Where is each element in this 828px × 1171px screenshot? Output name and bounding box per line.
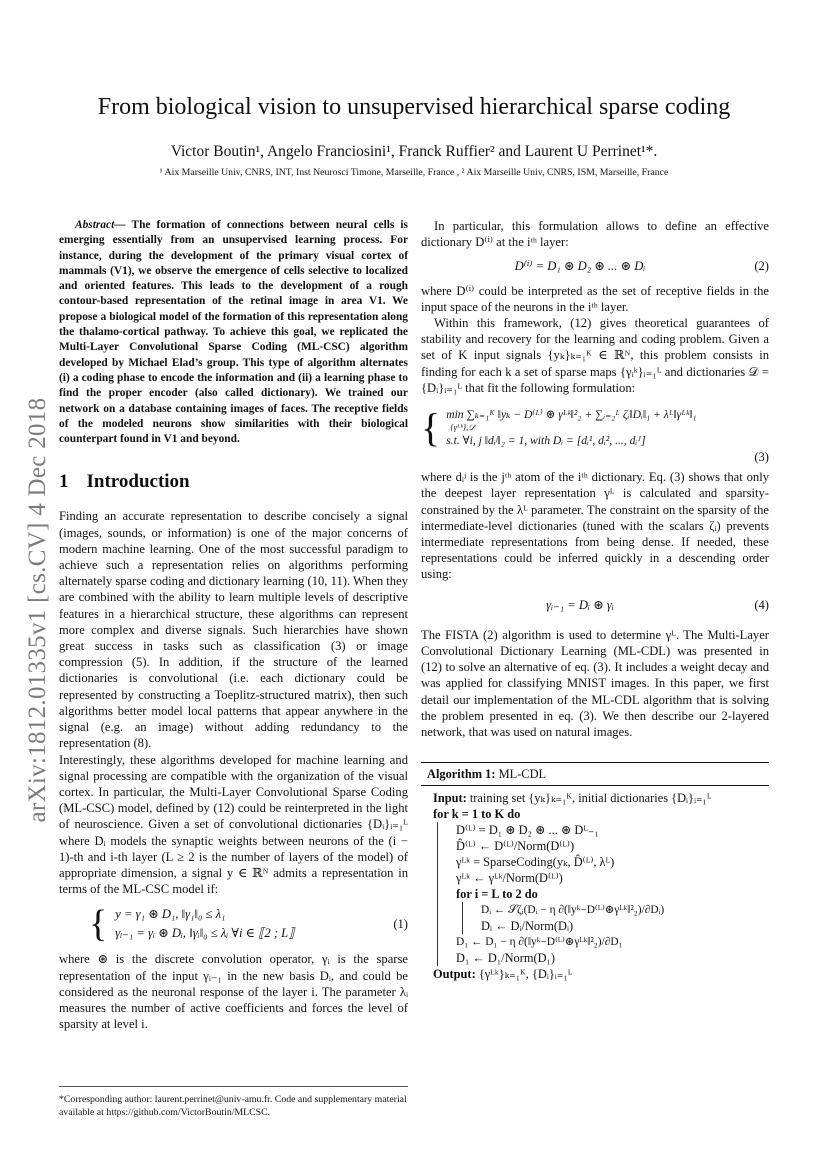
equation-3-subscript: {γᴸᵏ},𝒟: [450, 422, 476, 433]
algorithm-line-1: D⁽ᴸ⁾ = D₁ ⊛ D₂ ⊛ ... ⊛ Dᴸ₋₁: [456, 823, 599, 838]
left-brace: {: [89, 903, 108, 946]
algorithm-loop-k-body: [437, 822, 763, 966]
left-brace: {: [421, 404, 441, 450]
right-paragraph-3: Within this framework, (12) gives theoretical guarantees of stability and recovery for the learning and coding problem. Given a set of K input signals {yₖ}ₖ₌₁ᴷ ∈ ℝᴺ, this problem consists in finding for each k a set of sparse maps {γᵢᵏ}ᵢ₌₁ᴸ and dictionaries 𝒟 = {Dᵢ}ᵢ₌₁ᴸ that fit the following formulation:: [421, 316, 769, 395]
algorithm-input-text: training set {yₖ}ₖ₌₁ᴷ, initial dictionaries {Dᵢ}ᵢ₌₁ᴸ: [469, 791, 712, 806]
algorithm-line-3: γᴸᵏ = SparseCoding(yₖ, D̂⁽ᴸ⁾, λᴸ): [456, 855, 615, 870]
algorithm-lines: [421, 786, 769, 982]
right-paragraph-2: where D⁽ⁱ⁾ could be interpreted as the set of receptive fields in the input space of the neurons in the iᵗʰ layer.: [421, 283, 769, 314]
algorithm-for-i: for i = L to 2 do: [456, 887, 538, 902]
algorithm-name: ML-CDL: [498, 767, 547, 782]
equation-1-line-2: γᵢ₋₁ = γᵢ ⊛ Dᵢ, ‖γᵢ‖₀ ≤ λᵢ ∀i ∈ ⟦2 ; L⟧: [115, 926, 295, 941]
algorithm-output-label: Output:: [433, 967, 476, 982]
equation-2-number: (2): [754, 259, 769, 274]
paper-title: From biological vision to unsupervised hierarchical sparse coding: [97, 94, 731, 120]
equation-3: [421, 406, 769, 465]
arxiv-stamp: arXiv:1812.01335v1 [cs.CV] 4 Dec 2018: [24, 397, 51, 823]
intro-paragraph-3: where ⊛ is the discrete convolution operator, γᵢ is the sparse representation of the input γᵢ₋₁ in the new basis Dᵢ, and could be considered as the neuronal response of the layer i. The parameter λᵢ measures the number of active coefficients and forces the level of sparsity at level i.: [59, 952, 408, 1032]
algorithm-box: [421, 762, 769, 982]
intro-paragraph-2: Interestingly, these algorithms developed for machine learning and signal processing are compatible with the organization of the visual cortex. In particular, the Multi-Layer Convolutional Sparse Coding (ML-CSC) model, defined by (12) could be reinterpreted in the light of neuroscience. Given a set of convolutional dictionaries {Dᵢ}ᵢ₌₁ᴸ where Dᵢ models the synaptic weights between neurons of the (i − 1)-th and i-th layer (L ≥ 2 is the number of layers of the model) of appropriate dimension, a signal y ∈ ℝᴺ admits a representation in terms of the ML-CSC model if:: [59, 752, 408, 897]
algorithm-line-2: D̂⁽ᴸ⁾ ← D⁽ᴸ⁾/Norm(D⁽ᴸ⁾): [456, 839, 575, 854]
equation-2-body: D⁽ⁱ⁾ = D₁ ⊛ D₂ ⊛ ... ⊛ Dᵢ: [514, 259, 646, 274]
abstract: [59, 218, 408, 447]
equation-2: [421, 258, 769, 274]
algorithm-line-8: D₁ ← D₁/Norm(D₁): [456, 951, 555, 966]
right-column: [421, 218, 769, 982]
right-paragraph-1: In particular, this formulation allows to define an effective dictionary D⁽ⁱ⁾ at the iᵗʰ layer:: [421, 219, 769, 250]
equation-4: [421, 597, 769, 613]
equation-3-line-1: min ∑ₖ₌₁ᴷ ‖yₖ − D⁽ᴸ⁾ ⊛ γᴸᵏ‖²₂ + ∑ᵢ₌₂ᴸ ζᵢ‖Dᵢ‖₁ + λᴸ‖γᴸᵏ‖₁: [446, 408, 697, 422]
equation-3-number: (3): [754, 450, 769, 465]
algorithm-line-5: Dᵢ ← 𝒮ζᵢ(Dᵢ − η ∂(‖yᵏ−D⁽ᴸ⁾⊛γᴸᵏ‖²₂)/∂Dᵢ): [481, 904, 665, 917]
equation-4-body: γᵢ₋₁ = Dᵢ ⊛ γᵢ: [546, 597, 614, 612]
section-heading: [59, 471, 408, 493]
algorithm-header: [421, 762, 769, 786]
abstract-label: Abstract—: [75, 219, 126, 231]
abstract-text: The formation of connections between neural cells is emerging essentially from an unsupervised learning process. For instance, during the development of the primary visual cortex of mammals (V1), we observe the emergence of cells selective to localized and oriented features. This leads to the development of a rough contour-based representation of the retinal image in area V1. We propose a biological model of the formation of this representation along the thalamo-cortical pathway. To achieve this goal, we replicated the Multi-Layer Convolutional Sparse Coding (ML-CSC) algorithm developed by Michael Elad’s group. This type of algorithm alternates (i) a coding phase to encode the information and (ii) a learning phase to find the proper encoder (also called dictionary). We trained our network on a database containing images of faces. The receptive fields of the modeled neurons show similarities with their biological counterpart found in V1 and beyond.: [59, 219, 408, 446]
section-number: 1: [59, 471, 69, 493]
equation-1-line-1: y = γ₁ ⊛ D₁, ‖γ₁‖₀ ≤ λ₁: [115, 907, 226, 922]
algorithm-line-6: Dᵢ ← Dᵢ/Norm(Dᵢ): [481, 919, 574, 934]
algorithm-output-text: {γᴸᵏ}ₖ₌₁ᴷ, {Dᵢ}ᵢ₌₁ᴸ: [478, 967, 573, 982]
right-paragraph-4: where dᵢʲ is the jᵗʰ atom of the iᵗʰ dictionary. Eq. (3) shows that only the deepest layer representation γᴸ is calculated and sparsity-constrained by the λᴸ parameter. The constraint on the sparsity of the intermediate-level dictionaries (tuned with the scalars ζᵢ) prevents intermediate representations from being dense. If needed, these representations could be inferred quickly in a descending order using:: [421, 470, 769, 582]
footnote: *Corresponding author: laurent.perrinet@univ-amu.fr. Code and supplementary material available at https://github.com/VictorBoutin/MLCSC.: [59, 1086, 408, 1119]
algorithm-label: Algorithm 1:: [427, 767, 496, 782]
intro-paragraph-1: Finding an accurate representation to describe concisely a signal (images, sounds, or information) is one of the major concerns of modern machine learning. One of the most successful paradigm to achieve such a representation relies on algorithms performing alternately sparse coding and dictionary learning (10, 11). When they are combined with the ability to learn multiple levels of descriptive features in a hierarchical structure, these algorithms can represent more complex and diverse signals. Such hierarchies have shown great success in tasks such as classification (3) or image compression (5). In addition, if the structure of the learned dictionaries is convolutional (i.e. each dictionary could be represented by constructing a Toeplitz-structured matrix), then such algorithms better model local patterns that appear anywhere in the signal (e.g. an image) without adding redundancy to the representation (8).: [59, 509, 408, 751]
equation-3-line-2: s.t. ∀i, j ‖dᵢʲ‖₂ = 1, with Dᵢ = [dᵢ¹, dᵢ², ..., dᵢᴶ]: [446, 434, 646, 448]
section-title: Introduction: [86, 471, 190, 493]
affiliations: ¹ Aix Marseille Univ, CNRS, INT, Inst Neurosci Timone, Marseille, France , ² Aix Marseille Univ, CNRS, ISM, Marseille, France: [159, 167, 669, 178]
algorithm-line-4: γᴸᵏ ← γᴸᵏ/Norm(D⁽ᴸ⁾): [456, 871, 563, 886]
equation-4-number: (4): [754, 597, 769, 612]
algorithm-line-7: D₁ ← D₁ − η ∂(‖yᵏ−D⁽ᴸ⁾⊛γᴸᵏ‖²₂)/∂D₁: [456, 936, 623, 949]
algorithm-loop-i-body: [462, 902, 763, 934]
author-list: Victor Boutin¹, Angelo Franciosini¹, Franck Ruffier² and Laurent U Perrinet¹*.: [170, 143, 658, 160]
left-column: [59, 218, 408, 1032]
equation-1: [59, 903, 408, 946]
algorithm-input-label: Input:: [433, 791, 467, 806]
equation-1-number: (1): [393, 917, 408, 932]
right-paragraph-5: The FISTA (2) algorithm is used to determine γᴸ. The Multi-Layer Convolutional Dictionary Learning (ML-CDL) was presented in (12) to solve an alternative of eq. (3). It includes a weight decay and was applied for classifying MNIST images. In this paper, we first detail our implementation of the ML-CDL algorithm that is solving the problem presented in eq. (3). We then describe our 2-layered network, that was used on natural images.: [421, 627, 769, 740]
algorithm-for-k: for k = 1 to K do: [433, 807, 521, 822]
